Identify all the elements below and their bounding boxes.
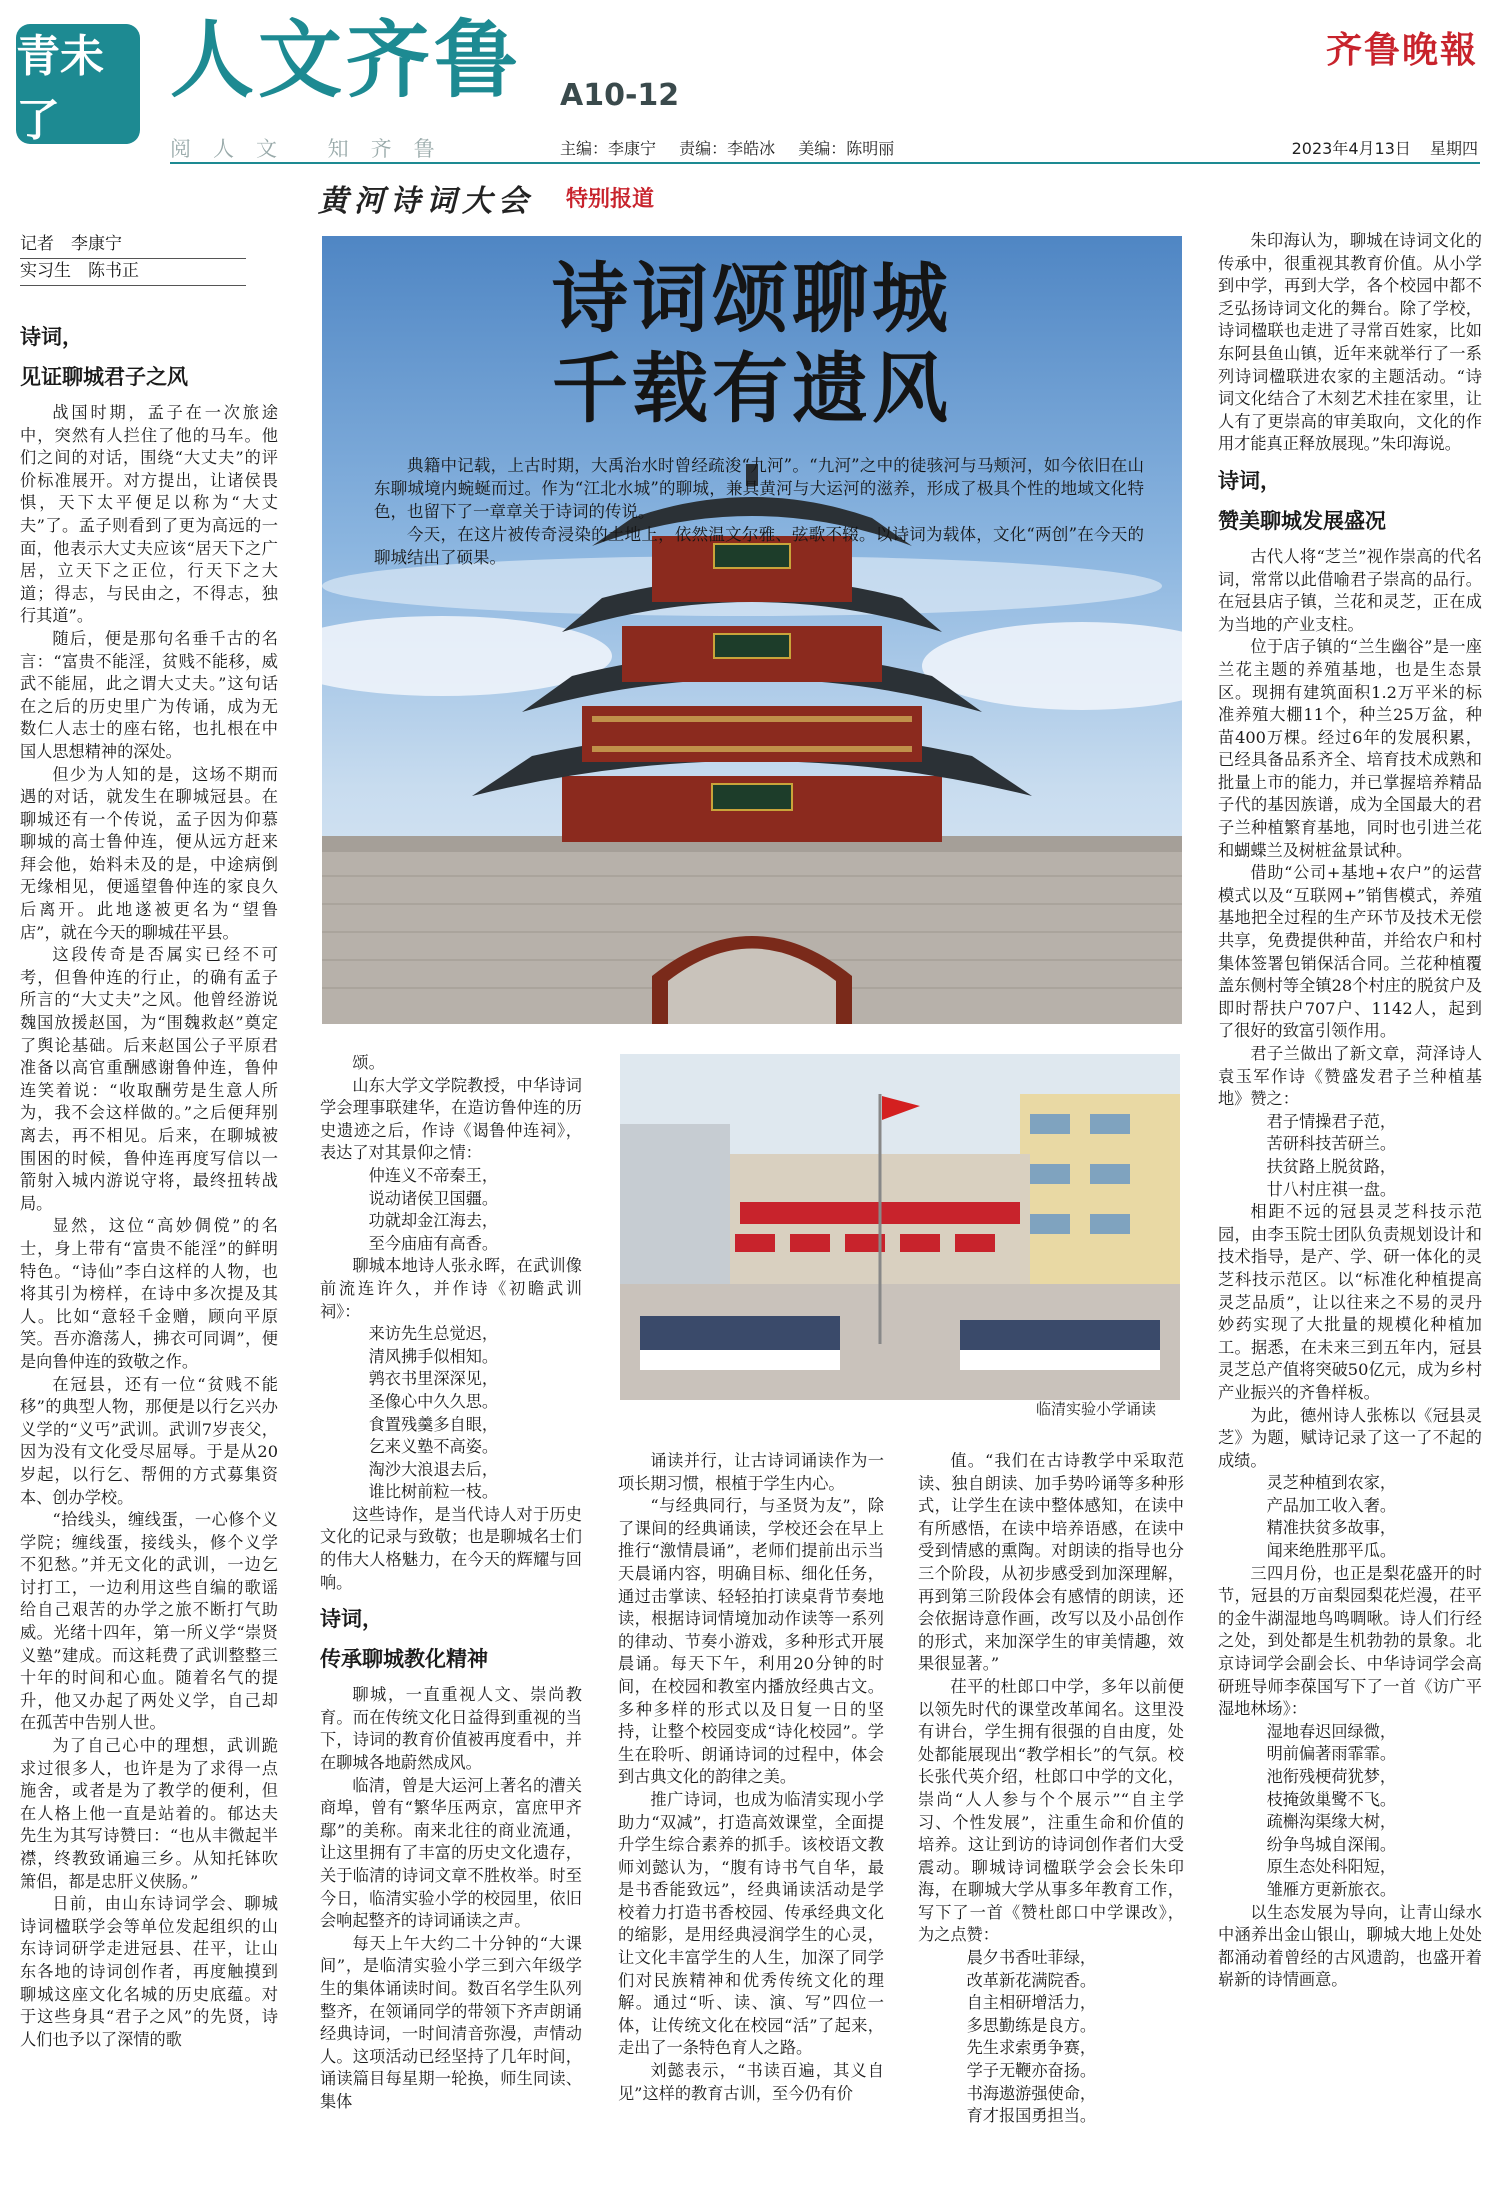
body-paragraph: 每天上午大约二十分钟的“大课间”，是临清实验小学三到六年级学生的集体诵读时间。数百名学生队列整齐，在领诵同学的带领下齐声朗诵经典诗词，一时间清音弥漫，声情动人。这项活动已经坚持了几年时间，诵读篇目每星期一轮换，师生同读、集体 [320, 1933, 582, 2111]
headline [322, 254, 1182, 434]
poem-line: 育才报国勇担当。 [966, 2106, 1097, 2126]
credit-designer: 美编：陈明丽 [798, 139, 895, 158]
section-heading: 见证聊城君子之风 [20, 365, 188, 389]
school-recitation-photo [620, 1054, 1180, 1400]
logo-text: 青未了 [16, 31, 104, 146]
poem-line: 清风拂手似相知。 [368, 1346, 499, 1366]
body-paragraph: 朱印海认为，聊城在诗词文化的传承中，很重视其教育价值。从小学到中学，再到大学，各个校园中都不乏弘扬诗词文化的舞台。除了学校，诗词楹联也走进了寻常百姓家，比如东阿县鱼山镇，近年来就举行了一系列诗词楹联进农家的主题活动。“诗词文化结合了木刻艺术挂在家里，让人有了更崇高的审美取向，文化的作用才能真正释放展现。”朱印海说。 [1218, 231, 1482, 454]
masthead-rule [170, 162, 1480, 164]
issue-date: 2023年4月13日 [1291, 139, 1411, 158]
body-paragraph: 山东大学文学院教授，中华诗词学会理事联建华，在造访鲁仲连的历史遗迹之后，作诗《谒鲁仲连祠》，表达了对其景仰之情： [320, 1075, 582, 1163]
body-paragraph: 临清，曾是大运河上著名的漕关商埠，曾有“繁华压两京，富庶甲齐鄢”的美称。南来北往的商业流通，让这里拥有了丰富的历史文化遗存，关于临清的诗词文章不胜枚举。时至今日，临清实验小学的校园里，依旧会响起整齐的诗词诵读之声。 [320, 1775, 582, 1931]
poem-line: 灵芝种植到农家， [1266, 1473, 1397, 1493]
dateline [1278, 136, 1478, 159]
poem-line: 淘沙大浪退去后， [368, 1459, 499, 1479]
poem-line: 自主相研增活力， [966, 1993, 1097, 2013]
poem-line: 谁比树前粒一枝。 [368, 1482, 499, 1502]
body-paragraph: 为此，德州诗人张栋以《冠县灵芝》为题，赋诗记录了这一了不起的成绩。 [1218, 1405, 1482, 1470]
lead-paragraph-2: 今天，在这片被传奇浸染的土地上，依然温文尔雅、弦歌不辍。以诗词为载体，文化“两创”在今天的聊城结出了硕果。 [374, 525, 1144, 567]
hero-photo-tower [322, 236, 1182, 1024]
article-column-5 [1218, 230, 1482, 2192]
event-banner: 黄河诗词大会 [318, 184, 534, 219]
poem-line: 苦研科技苦研兰。 [1266, 1134, 1397, 1154]
lead-paragraph [374, 454, 1144, 569]
body-paragraph: 日前，由山东诗词学会、聊城诗词楹联学会等单位发起组织的山东诗词研学走进冠县、茌平，让山东各地的诗词创作者，再度触摸到聊城这座文化名城的历史底蕴。对于这些身具“君子之风”的先贤，诗人们也予以了深情的歌 [20, 1894, 278, 2049]
poem-line: 至今庙庙有高香。 [368, 1233, 499, 1253]
section-heading: 诗词， [1218, 468, 1281, 493]
body-paragraph: “拾线头，缠线蛋，一心修个义学院；缠线蛋，接线头，修个义学不犯愁。”并无文化的武训，一边乞讨打工，一边利用这些自编的歌谣给自己艰苦的办学之旅不断打气助威。光绪十四年，第一所义学“崇贤义塾”建成。而这耗费了武训整整三十年的时间和心血。随着名气的提升，他又办起了两处义学，自己却在孤苦中告别人世。 [20, 1510, 278, 1733]
poem-line: 多思勤练是良方。 [966, 2015, 1097, 2035]
body-paragraph: 战国时期，孟子在一次旅途中，突然有人拦住了他的马车。他们之间的对话，围绕“大丈夫”的评价标准展开。对方提出，让诸侯畏惧，天下太平便足以称为“大丈夫”了。孟子则看到了更为高远的一面，他表示大丈夫应该“居天下之广居，立天下之正位，行天下之大道；得志，与民由之，不得志，独行其道”。 [20, 403, 278, 626]
newspaper-name: 齐鲁晚報 [1325, 29, 1478, 71]
poem-line: 枝掩敛巢鹭不飞。 [1266, 1789, 1397, 1809]
body-paragraph: 诵读并行，让古诗词诵读作为一项长期习惯，根植于学生内心。 [618, 1451, 884, 1493]
special-report-tag: 特别报道 [566, 187, 655, 212]
byline-reporter: 记者 李康宁 [20, 232, 246, 259]
masthead-logo [16, 24, 140, 144]
body-paragraph: 值。“我们在古诗教学中采取范读、独自朗读、加手势吟诵等多种形式，让学生在读中整体感知，在读中有所感悟，在读中培养语感，在读中受到情感的熏陶。对朗读的指导也分三个阶段，从初步感受到加深理解，再到第三阶段体会有感情的朗读，还会依据诗意作画，改写以及小品创作的形式，来加深学生的审美情趣，效果很显著。” [918, 1451, 1184, 1674]
poem-line: 食置残羹多自眼， [368, 1414, 499, 1434]
poem-line: 产品加工收入奢。 [1266, 1495, 1397, 1515]
poem-line: 雏雁方更新旅衣。 [1266, 1879, 1397, 1899]
body-paragraph: 君子兰做出了新文章，菏泽诗人袁玉军作诗《赞盛发君子兰种植基地》赞之： [1218, 1044, 1482, 1109]
editor-credits [560, 136, 912, 159]
headline-line-2: 千载有遗风 [552, 344, 952, 433]
article-column-1 [20, 312, 278, 2192]
lead-paragraph-1: 典籍中记载，上古时期，大禹治水时曾经疏浚“九河”。“九河”之中的徒骇河与马颊河，如今依旧在山东聊城境内蜿蜒而过。作为“江北水城”的聊城，兼具黄河与大运河的滋养，形成了极具个性的地域文化特色，也留下了一章章关于诗词的传说。 [374, 456, 1144, 521]
poem-line: 乞来义塾不高姿。 [368, 1437, 499, 1457]
article-column-3 [618, 1450, 884, 2192]
body-paragraph: 借助“公司+基地+农户”的运营模式以及“互联网+”销售模式，养殖基地把全过程的生产环节及技术无偿共享，免费提供种苗，并给农户和村集体签署包销保活合同。兰花种植覆盖东侧村等全镇28个村庄的脱贫户及即时帮扶户707户、1142人，起到了很好的致富引领作用。 [1218, 863, 1482, 1041]
poem-line: 先生求索勇争赛， [966, 2038, 1097, 2058]
body-paragraph: 显然，这位“高妙倜傥”的名士，身上带有“富贵不能淫”的鲜明特色。“诗仙”李白这样的人物，也将其引为榜样，在诗中多次提及其人。比如“意轻千金赠，顾向平原笑。吾亦澹荡人，拂衣可同调”，便是向鲁仲连的致敬之作。 [20, 1216, 278, 1371]
poem-line: 晨夕书香吐菲绿， [966, 1948, 1097, 1968]
poem-line: 纷争鸟城自深闱。 [1266, 1834, 1397, 1854]
body-paragraph: “与经典同行，与圣贤为友”，除了课间的经典诵读，学校还会在早上推行“激情晨诵”，老师们提前出示当天晨诵内容，明确目标、细化任务，通过击掌读、轻轻拍打读桌背节奏地读，根据诗词情境加动作读等一系列的律动、节奏小游戏，多种形式开展晨诵。每天下午，利用20分钟的时间，在校园和教室内播放经典古文。多种多样的形式以及日复一日的坚持，让整个校园变成“诗化校园”。学生在聆听、朗诵诗词的过程中，体会到古典文化的韵律之美。 [618, 1496, 884, 1787]
poem-line: 仲连义不帝秦王， [368, 1165, 499, 1185]
poem-line: 改革新花满院香。 [966, 1970, 1097, 1990]
body-paragraph: 这段传奇是否属实已经不可考，但鲁仲连的行止，的确有孟子所言的“大丈夫”之风。他曾经游说魏国放援赵国，为“围魏救赵”奠定了舆论基础。后来赵国公子平原君准备以高官重酬感谢鲁仲连，鲁仲连笑着说：“收取酬劳是生意人所为，我不会这样做的。”之后便拜别离去，再不相见。后来，在聊城被围困的时候，鲁仲连再度写信以一箭射入城内游说守将，最终扭转战局。 [20, 945, 278, 1213]
body-paragraph: 位于店子镇的“兰生幽谷”是一座兰花主题的养殖基地，也是生态景区。现拥有建筑面积1.2万平米的标准养殖大棚11个，种兰25万盆，种苗400万棵。经过6年的发展积累，已经具备品系齐全、培育技术成熟和批量上市的能力，并已掌握培养精品子代的基因族谱，成为全国最大的君子兰种植繁育基地，同时也引进兰花和蝴蝶兰及树桩盆景试种。 [1218, 637, 1482, 860]
section-heading: 诗词， [20, 325, 83, 349]
poem-line: 学子无鞭亦奋扬。 [966, 2061, 1097, 2081]
body-paragraph: 推广诗词，也成为临清实现小学助力“双减”，打造高效课堂，全面提升学生综合素养的抓手。该校语文教师刘懿认为，“腹有诗书气自华，最是书香能致远”，经典诵读活动是学校着力打造书香校园、传承经典文化的缩影，是用经典浸润学生的心灵，让文化丰富学生的人生，加深了同学们对民族精神和优秀传统文化的理解。通过“听、读、演、写”四位一体，让传统文化在校园“活”了起来，走出了一条特色育人之路。 [618, 1789, 884, 2058]
poem-line: 廿八村庄祺一盘。 [1266, 1179, 1397, 1199]
poem-line: 圣像心中久久思。 [368, 1391, 499, 1411]
body-paragraph: 在冠县，还有一位“贫贱不能移”的典型人物，那便是以行乞兴办义学的“义丐”武训。武训7岁丧父，因为没有文化受尽屈辱。于是从20岁起，以行乞、帮佣的方式募集资本、创办学校。 [20, 1374, 278, 1507]
body-paragraph: 颂。 [352, 1053, 385, 1072]
poem-line: 扶贫路上脱贫路， [1266, 1156, 1397, 1176]
body-paragraph: 茌平的杜郎口中学，多年以前便以领先时代的课堂改革闻名。这里没有讲台，学生拥有很强的自由度，处处都能展现出“教学相长”的气氛。校长张代英介绍，杜郎口中学的文化，崇尚“人人参与个个展示”“自主学习、个性发展”，注重生命和价值的培养。这让到访的诗词创作者们大受震动。聊城诗词楹联学会会长朱印海，在聊城大学从事多年教育工作，写下了一首《赞杜郎口中学课改》，为之点赞： [918, 1676, 1184, 1945]
credit-chief-editor: 主编：李康宁 [560, 139, 657, 158]
byline-intern: 实习生 陈书正 [20, 259, 246, 286]
section-heading: 赞美聊城发展盛况 [1218, 508, 1386, 533]
body-paragraph: 三四月份，也正是梨花盛开的时节，冠县的万亩梨园梨花烂漫，茌平的金牛湖湿地鸟鸣啁啾。诗人们行经之处，到处都是生机勃勃的景象。北京诗词学会副会长、中华诗词学会高研班导师李葆国写下了一首《访广平湿地林场》： [1218, 1563, 1482, 1719]
body-paragraph: 聊城本地诗人张永晖，在武训像前流连许久，并作诗《初瞻武训祠》： [320, 1256, 582, 1321]
poem-line: 原生态处科阳短， [1266, 1857, 1397, 1877]
page-range: A10-12 [560, 78, 680, 113]
section-motto: 阅人文 知齐鲁 [170, 137, 457, 161]
poem-line: 君子情操君子范， [1266, 1111, 1397, 1131]
poem-line: 书海遨游强使命， [966, 2083, 1097, 2103]
issue-weekday: 星期四 [1429, 139, 1478, 158]
poem-line: 精准扶贫多故事， [1266, 1518, 1397, 1538]
poem-line: 池衔残梗荷犹梦， [1266, 1767, 1397, 1786]
poem-line: 来访先生总觉迟， [368, 1324, 499, 1344]
credit-editor: 责编：李皓冰 [679, 139, 776, 158]
body-paragraph: 以生态发展为导向，让青山绿水中涵养出金山银山，聊城大地上处处都涌动着曾经的古风遗韵，也盛开着崭新的诗情画意。 [1218, 1902, 1482, 1990]
article-column-2 [320, 1052, 582, 2192]
body-paragraph: 这些诗作，是当代诗人对于历史文化的记录与致敬；也是聊城名士们的伟大人格魅力，在今天的辉耀与回响。 [320, 1504, 582, 1592]
byline [20, 232, 246, 286]
body-paragraph: 古代人将“芝兰”视作崇高的代名词，常常以此借喻君子崇高的品行。在冠县店子镇，兰花和灵芝，正在成为当地的产业支柱。 [1218, 546, 1482, 634]
poem-line: 明前偏著雨霏霏。 [1266, 1744, 1397, 1764]
section-heading: 传承聊城教化精神 [320, 1647, 488, 1672]
poem-line: 说动诸侯卫国疆。 [368, 1188, 499, 1208]
poem-line: 湿地春迟回绿微， [1266, 1721, 1397, 1741]
photo-caption: 临清实验小学诵读 [1036, 1400, 1157, 1418]
poem-line: 疏槲沟渠缘大树， [1266, 1812, 1397, 1832]
poem-line: 闻来绝胜那平瓜。 [1266, 1541, 1397, 1561]
body-paragraph: 随后，便是那句名垂千古的名言：“富贵不能淫，贫贱不能移，威武不能屈，此之谓大丈夫。”这句话在之后的历史里广为传诵，成为无数仁人志士的座右铭，也扎根在中国人思想精神的深处。 [20, 628, 278, 761]
headline-line-1: 诗词颂聊城 [552, 254, 952, 343]
body-paragraph: 相距不远的冠县灵芝科技示范园，由李玉院士团队负责规划设计和技术指导，是产、学、研一体化的灵芝科技示范区。以“标准化种植提高灵芝品质”，让以往来之不易的灵丹妙药实现了大批量的规模化种植加工。据悉，在未来三到五年内，冠县灵芝总产值将突破50亿元，成为乡村产业振兴的齐鲁样板。 [1218, 1202, 1482, 1402]
school-courtyard-illustration [620, 1054, 1180, 1400]
body-paragraph: 为了自己心中的理想，武训跪求过很多人，也许是为了求得一点施舍，或者是为了教学的便利，但在人格上他一直是站着的。郁达夫先生为其写诗赞曰：“也从丰微起半襟，终教致诵遍三乡。从知托钵吹箫侣，都是忠肝义侠肠。” [20, 1736, 278, 1891]
poem-line: 鹑衣书里深深见， [368, 1369, 499, 1389]
body-paragraph: 但少为人知的是，这场不期而遇的对话，就发生在聊城冠县。在聊城还有一个传说，孟子因为仰慕聊城的高士鲁仲连，便从远方赶来拜会他，始料未及的是，中途病倒无缘相见，便遥望鲁仲连的家良久后离开。此地遂被更名为“望鲁店”，就在今天的聊城茌平县。 [20, 764, 278, 942]
body-paragraph: 聊城，一直重视人文、崇尚教育。而在传统文化日益得到重视的当下，诗词的教育价值被再度看中，并在聊城各地蔚然成风。 [320, 1685, 582, 1773]
poem-line: 功就却金江海去， [368, 1211, 499, 1231]
section-heading: 诗词， [320, 1607, 383, 1632]
body-paragraph: 刘懿表示，“书读百遍，其义自见”这样的教育古训，至今仍有价 [618, 2061, 884, 2103]
article-column-4 [918, 1450, 1184, 2192]
section-title: 人文齐鲁 [170, 11, 523, 109]
